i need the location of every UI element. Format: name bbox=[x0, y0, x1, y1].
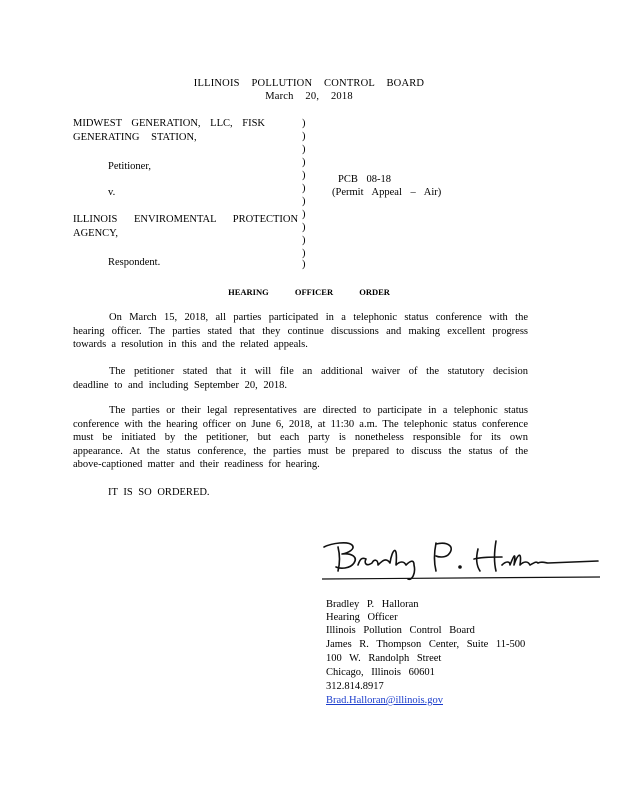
case-number: PCB 08-18 bbox=[338, 174, 391, 185]
petitioner-role: Petitioner, bbox=[108, 161, 152, 172]
case-type: (Permit Appeal – Air) bbox=[332, 187, 442, 198]
respondent-name-line2: AGENCY, bbox=[73, 228, 119, 239]
caption-paren: ) bbox=[302, 183, 306, 194]
handwritten-signature bbox=[318, 535, 603, 583]
caption-paren: ) bbox=[302, 259, 306, 270]
signer-address-line1: James R. Thompson Center, Suite 11-500 bbox=[326, 639, 526, 650]
body-paragraph-1: On March 15, 2018, all parties participated in a telephonic status conference with the hearing officer. The parties stated that they continue discussions and making excellent progress towards a resolution in this and the related appeals. bbox=[73, 312, 528, 351]
caption-paren: ) bbox=[302, 248, 306, 259]
caption-paren: ) bbox=[302, 209, 306, 220]
order-date: March 20, 2018 bbox=[265, 91, 353, 102]
signer-email-link[interactable]: Brad.Halloran@illinois.gov bbox=[326, 695, 443, 706]
agency-title: ILLINOIS POLLUTION CONTROL BOARD bbox=[193, 78, 425, 89]
caption-paren: ) bbox=[302, 235, 306, 246]
caption-paren: ) bbox=[302, 144, 306, 155]
signer-title: Hearing Officer bbox=[326, 612, 398, 623]
petitioner-name-line1: MIDWEST GENERATION, LLC, FISK bbox=[73, 118, 266, 129]
petitioner-name-line2: GENERATING STATION, bbox=[73, 132, 197, 143]
caption-paren: ) bbox=[302, 170, 306, 181]
order-heading: HEARING OFFICER ORDER bbox=[228, 287, 390, 297]
caption-paren: ) bbox=[302, 196, 306, 207]
caption-paren: ) bbox=[302, 222, 306, 233]
caption-paren: ) bbox=[302, 131, 306, 142]
signer-name: Bradley P. Halloran bbox=[326, 599, 419, 610]
closing-statement: IT IS SO ORDERED. bbox=[108, 487, 210, 498]
respondent-name-line1: ILLINOIS ENVIROMENTAL PROTECTION bbox=[73, 214, 299, 225]
body-paragraph-2: The petitioner stated that it will file an additional waiver of the statutory decision deadline to and including September 20, 2018. bbox=[73, 366, 528, 391]
signer-address-line2: 100 W. Randolph Street bbox=[326, 653, 442, 664]
signer-organization: Illinois Pollution Control Board bbox=[326, 625, 475, 636]
signer-city: Chicago, Illinois 60601 bbox=[326, 667, 435, 678]
signer-phone: 312.814.8917 bbox=[326, 681, 384, 692]
body-paragraph-3: The parties or their legal representatives are directed to participate in a telephonic status conference with the hearing officer on June 6, 2018, at 11:30 a.m. The telephonic status conference must be initiated by the petitioner, but each party is nonetheless responsible for its own appearance. At the status conference, the parties must be prepared to discuss the status of the above-captioned matter and their readiness for hearing. bbox=[73, 405, 528, 471]
caption-paren: ) bbox=[302, 118, 306, 129]
caption-paren: ) bbox=[302, 157, 306, 168]
versus-label: v. bbox=[108, 187, 116, 198]
respondent-role: Respondent. bbox=[108, 257, 161, 268]
